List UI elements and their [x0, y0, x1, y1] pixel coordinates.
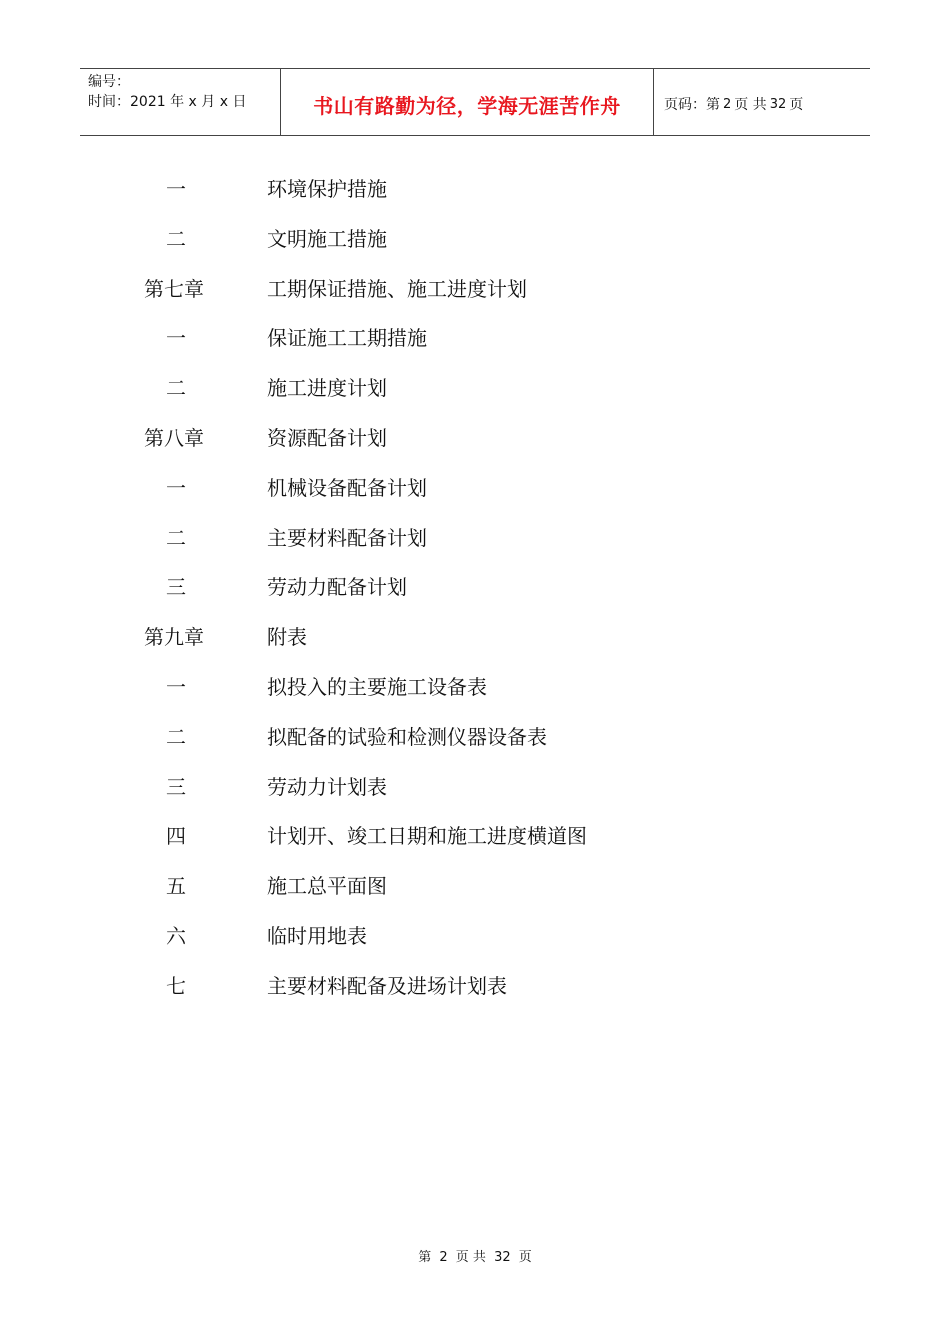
- page-prefix: 页码：第: [664, 97, 720, 113]
- toc-title: 临时用地表: [267, 923, 367, 948]
- toc-section-number: 二: [166, 226, 186, 251]
- toc-title: 机械设备配备计划: [267, 475, 427, 500]
- toc-section-number: 一: [166, 177, 186, 201]
- page-total: 32: [769, 96, 787, 112]
- toc-title: 环境保护措施: [267, 177, 387, 201]
- toc-chapter-number: 第七章: [144, 276, 204, 301]
- footer-prefix: 第: [418, 1250, 432, 1265]
- toc-section-number: 五: [166, 874, 186, 899]
- toc-section-number: 一: [166, 674, 186, 699]
- toc-section-number: 一: [166, 326, 186, 351]
- toc-section-number: 七: [166, 973, 186, 998]
- toc-title: 拟配备的试验和检测仪器设备表: [267, 724, 547, 749]
- toc-section-number: 二: [166, 525, 186, 550]
- toc-row: [0, 314, 950, 364]
- time-line: [88, 92, 280, 112]
- toc-section-number: 一: [166, 475, 186, 500]
- header-meta-cell: [80, 69, 281, 135]
- toc-title: 资源配备计划: [267, 425, 387, 450]
- toc-chapter-number: 第九章: [144, 625, 204, 650]
- toc-row: [0, 812, 950, 862]
- toc-title: 施工进度计划: [267, 376, 387, 401]
- table-of-contents: [0, 165, 950, 1012]
- toc-row: [0, 364, 950, 414]
- toc-title: 工期保证措施、施工进度计划: [267, 276, 527, 301]
- toc-row: [0, 215, 950, 265]
- toc-chapter-number: 第八章: [144, 425, 204, 450]
- toc-row: [0, 464, 950, 514]
- footer-mid: 页 共: [455, 1250, 486, 1265]
- toc-title: 计划开、竣工日期和施工进度横道图: [267, 824, 587, 849]
- page-mid: 页 共: [734, 97, 767, 113]
- page-header: [80, 68, 870, 136]
- toc-title: 施工总平面图: [267, 874, 387, 899]
- toc-row: [0, 862, 950, 912]
- toc-title: 拟投入的主要施工设备表: [267, 674, 487, 699]
- toc-title: 文明施工措施: [267, 226, 387, 251]
- toc-title: 主要材料配备及进场计划表: [267, 973, 507, 998]
- toc-row: [0, 563, 950, 613]
- toc-section-number: 三: [166, 575, 186, 600]
- toc-row: [0, 962, 950, 1012]
- toc-title: 劳动力配备计划: [267, 575, 407, 600]
- time-value: 2021 年 x 月 x 日: [130, 94, 247, 110]
- toc-row: [0, 165, 950, 215]
- footer-total: 32: [494, 1250, 511, 1265]
- toc-section-number: 六: [166, 923, 186, 948]
- toc-section-number: 四: [166, 824, 186, 849]
- toc-title: 保证施工工期措施: [267, 326, 427, 351]
- footer-suffix: 页: [518, 1250, 532, 1265]
- header-page-cell: [654, 69, 870, 135]
- toc-row: [0, 763, 950, 813]
- motto-text: 书山有路勤为径，学海无涯苦作舟: [313, 93, 621, 118]
- page-suffix: 页: [789, 97, 804, 113]
- toc-section-number: 三: [166, 774, 186, 799]
- toc-row: [0, 663, 950, 713]
- toc-row: [0, 414, 950, 464]
- time-label: 时间：: [88, 94, 130, 110]
- toc-title: 附表: [267, 625, 307, 650]
- toc-row: [0, 713, 950, 763]
- toc-row: [0, 912, 950, 962]
- page-current: 2: [723, 96, 732, 112]
- footer-current: 2: [439, 1250, 448, 1265]
- code-label: 编号：: [88, 74, 130, 90]
- toc-section-number: 二: [166, 724, 186, 749]
- toc-title: 主要材料配备计划: [267, 525, 427, 550]
- header-motto-cell: [281, 69, 654, 135]
- toc-section-number: 二: [166, 376, 186, 401]
- toc-row: [0, 613, 950, 663]
- toc-title: 劳动力计划表: [267, 774, 387, 799]
- page-footer: [0, 1246, 950, 1265]
- toc-row: [0, 514, 950, 564]
- toc-row: [0, 265, 950, 315]
